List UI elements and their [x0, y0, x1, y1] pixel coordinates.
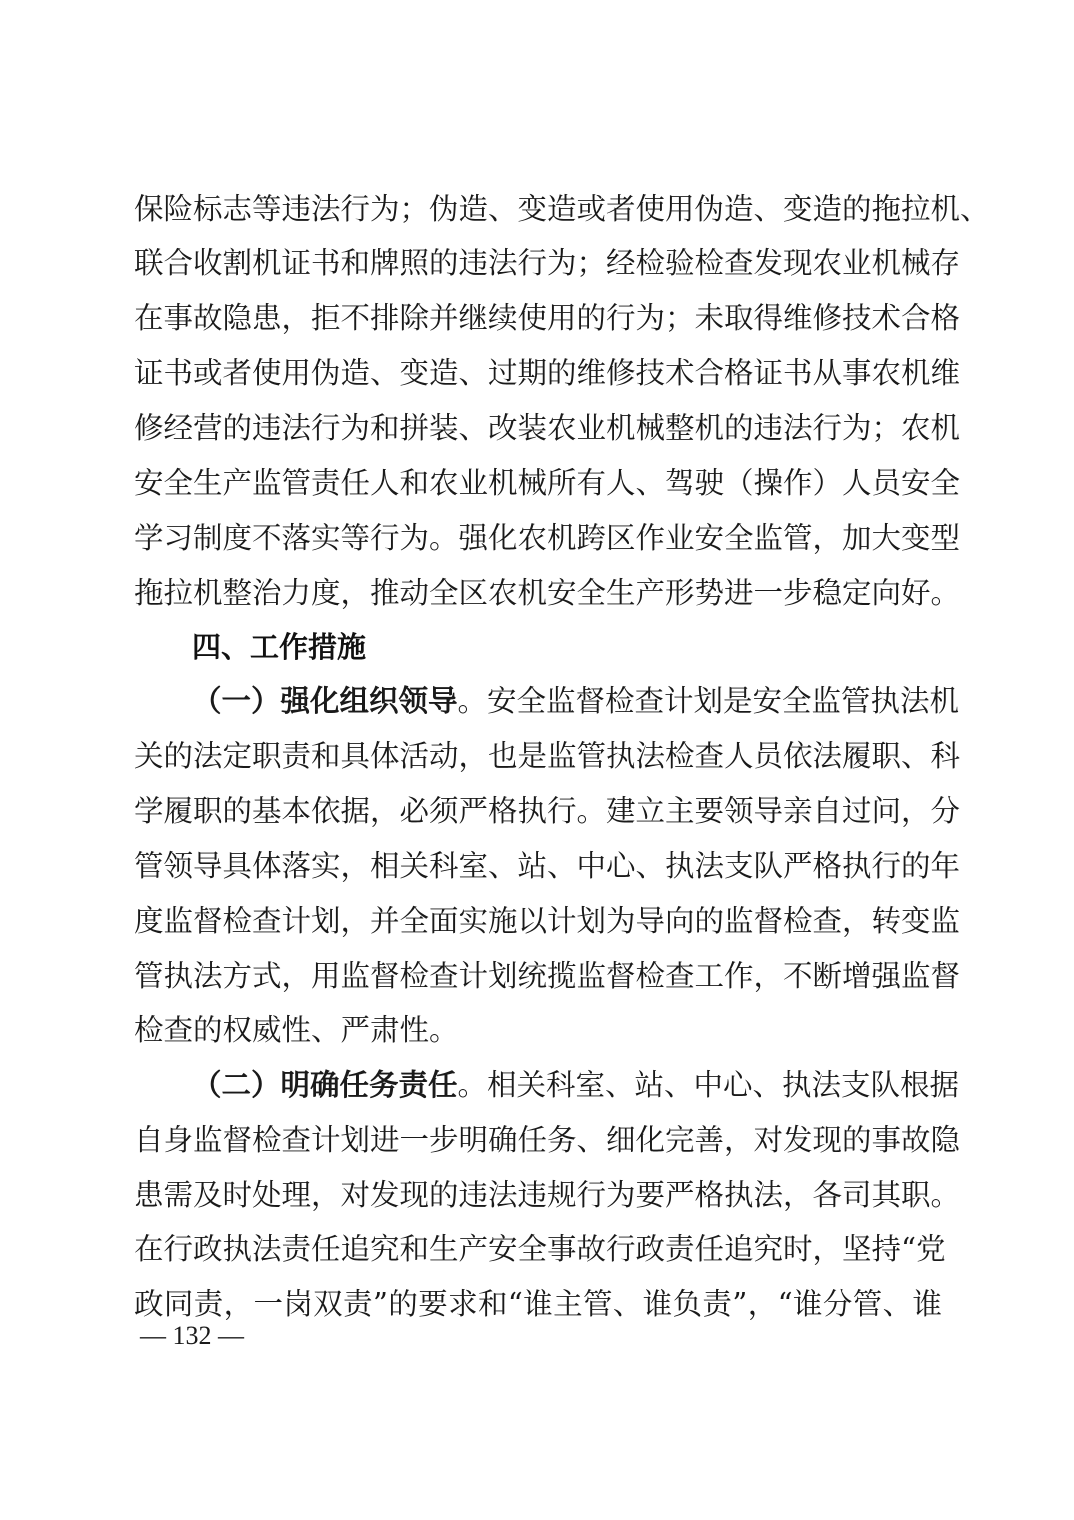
paragraph-text: 。安全监督检查计划是安全监管执法机 [457, 684, 960, 718]
paragraph-title: （二）明确任务责任 [192, 1068, 458, 1102]
text-line: 检查的权威性、严肃性。 [134, 1013, 459, 1047]
paragraph-text: 。相关科室、站、中心、执法支队根据 [457, 1068, 960, 1102]
text-line: 自身监督检查计划进一步明确任务、细化完善，对发现的事故隐 [134, 1123, 961, 1157]
text-line: 学习制度不落实等行为。强化农机跨区作业安全监管，加大变型 [134, 521, 961, 555]
paragraph-first-line [192, 681, 960, 721]
page-number: — 132 — [140, 1321, 244, 1350]
text-line: 安全生产监管责任人和农业机械所有人、驾驶（操作）人员安全 [134, 466, 961, 500]
text-line: 证书或者使用伪造、变造、过期的维修技术合格证书从事农机维 [134, 356, 961, 390]
paragraph-title: （一）强化组织领导 [192, 684, 458, 718]
text-line: 保险标志等违法行为；伪造、变造或者使用伪造、变造的拖拉机、 [134, 192, 990, 226]
text-line: 修经营的违法行为和拼装、改装农业机械整机的违法行为；农机 [134, 411, 961, 445]
text-line: 学履职的基本依据，必须严格执行。建立主要领导亲自过问，分 [134, 794, 961, 828]
section-heading: 四、工作措施 [192, 630, 367, 664]
text-line: 在事故隐患，拒不排除并继续使用的行为；未取得维修技术合格 [134, 301, 961, 335]
text-line: 关的法定职责和具体活动，也是监管执法检查人员依法履职、科 [134, 739, 961, 773]
text-line: 政同责，一岗双责”的要求和“谁主管、谁负责”，“谁分管、谁 [134, 1287, 942, 1321]
text-line: 在行政执法责任追究和生产安全事故行政责任追究时，坚持“党 [134, 1232, 946, 1266]
text-line: 管执法方式，用监督检查计划统揽监督检查工作，不断增强监督 [134, 959, 961, 993]
text-line: 拖拉机整治力度，推动全区农机安全生产形势进一步稳定向好。 [134, 576, 961, 610]
paragraph-first-line [192, 1065, 960, 1105]
text-line: 管领导具体落实，相关科室、站、中心、执法支队严格执行的年 [134, 849, 961, 883]
text-line: 患需及时处理，对发现的违法违规行为要严格执法，各司其职。 [134, 1178, 961, 1212]
text-line: 联合收割机证书和牌照的违法行为；经检验检查发现农业机械存 [134, 246, 961, 280]
text-line: 度监督检查计划，并全面实施以计划为导向的监督检查，转变监 [134, 904, 961, 938]
